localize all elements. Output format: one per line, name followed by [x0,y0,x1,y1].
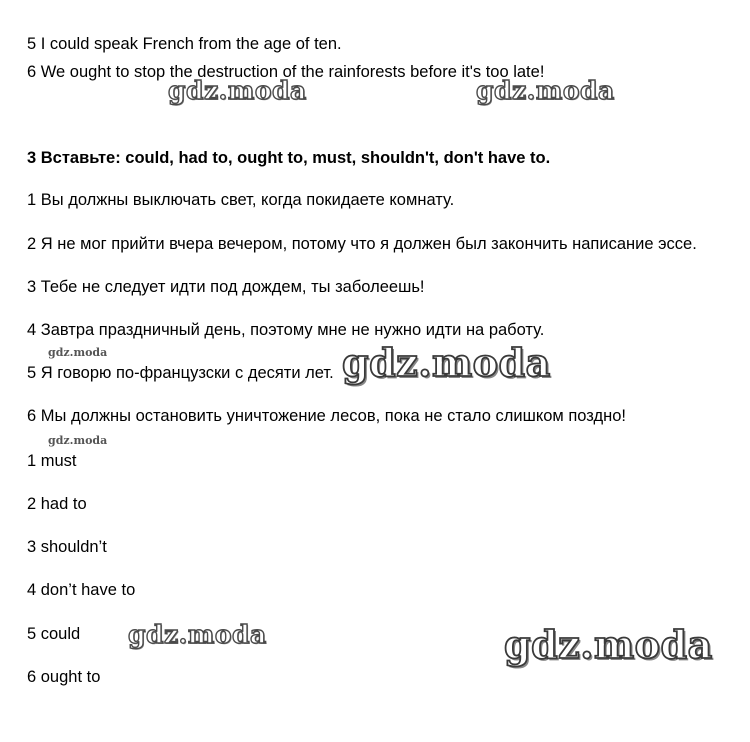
sentence-5-en: 5 I could speak French from the age of ten. [27,35,342,53]
exercise-item-4: 4 Завтра праздничный день, поэтому мне не нужно идти на работу. [27,321,545,339]
exercise-item-1: 1 Вы должны выключать свет, когда покидаете комнату. [27,191,455,209]
answer-3: 3 shouldn’t [27,538,107,556]
exercise-item-3: 3 Тебе не следует идти под дождем, ты заболеешь! [27,278,425,296]
answer-1: 1 must [27,452,77,470]
exercise-item-6: 6 Мы должны остановить уничтожение лесов, пока не стало слишком поздно! [27,407,626,425]
exercise-item-5: 5 Я говорю по-французски с десяти лет. [27,364,334,382]
answer-6: 6 ought to [27,668,101,686]
answer-2: 2 had to [27,495,87,513]
answer-4: 4 don’t have to [27,581,136,599]
exercise-item-2: 2 Я не мог прийти вчера вечером, потому что я должен был закончить написание эссе. [27,235,697,253]
watermark-small: gdz.moda [48,346,108,359]
watermark-large: gdz.moda [342,340,551,385]
watermark: gdz.moda [128,620,267,649]
watermark-small: gdz.moda [48,434,108,447]
watermark-large: gdz.moda [504,622,713,667]
watermark: gdz.moda [168,76,307,105]
sentence-6-en: 6 We ought to stop the destruction of the rainforests before it's too late! [27,63,545,81]
exercise-heading: 3 Вставьте: could, had to, ought to, must, shouldn't, don't have to. [27,149,551,167]
watermark: gdz.moda [476,76,615,105]
answer-5: 5 could [27,625,81,643]
